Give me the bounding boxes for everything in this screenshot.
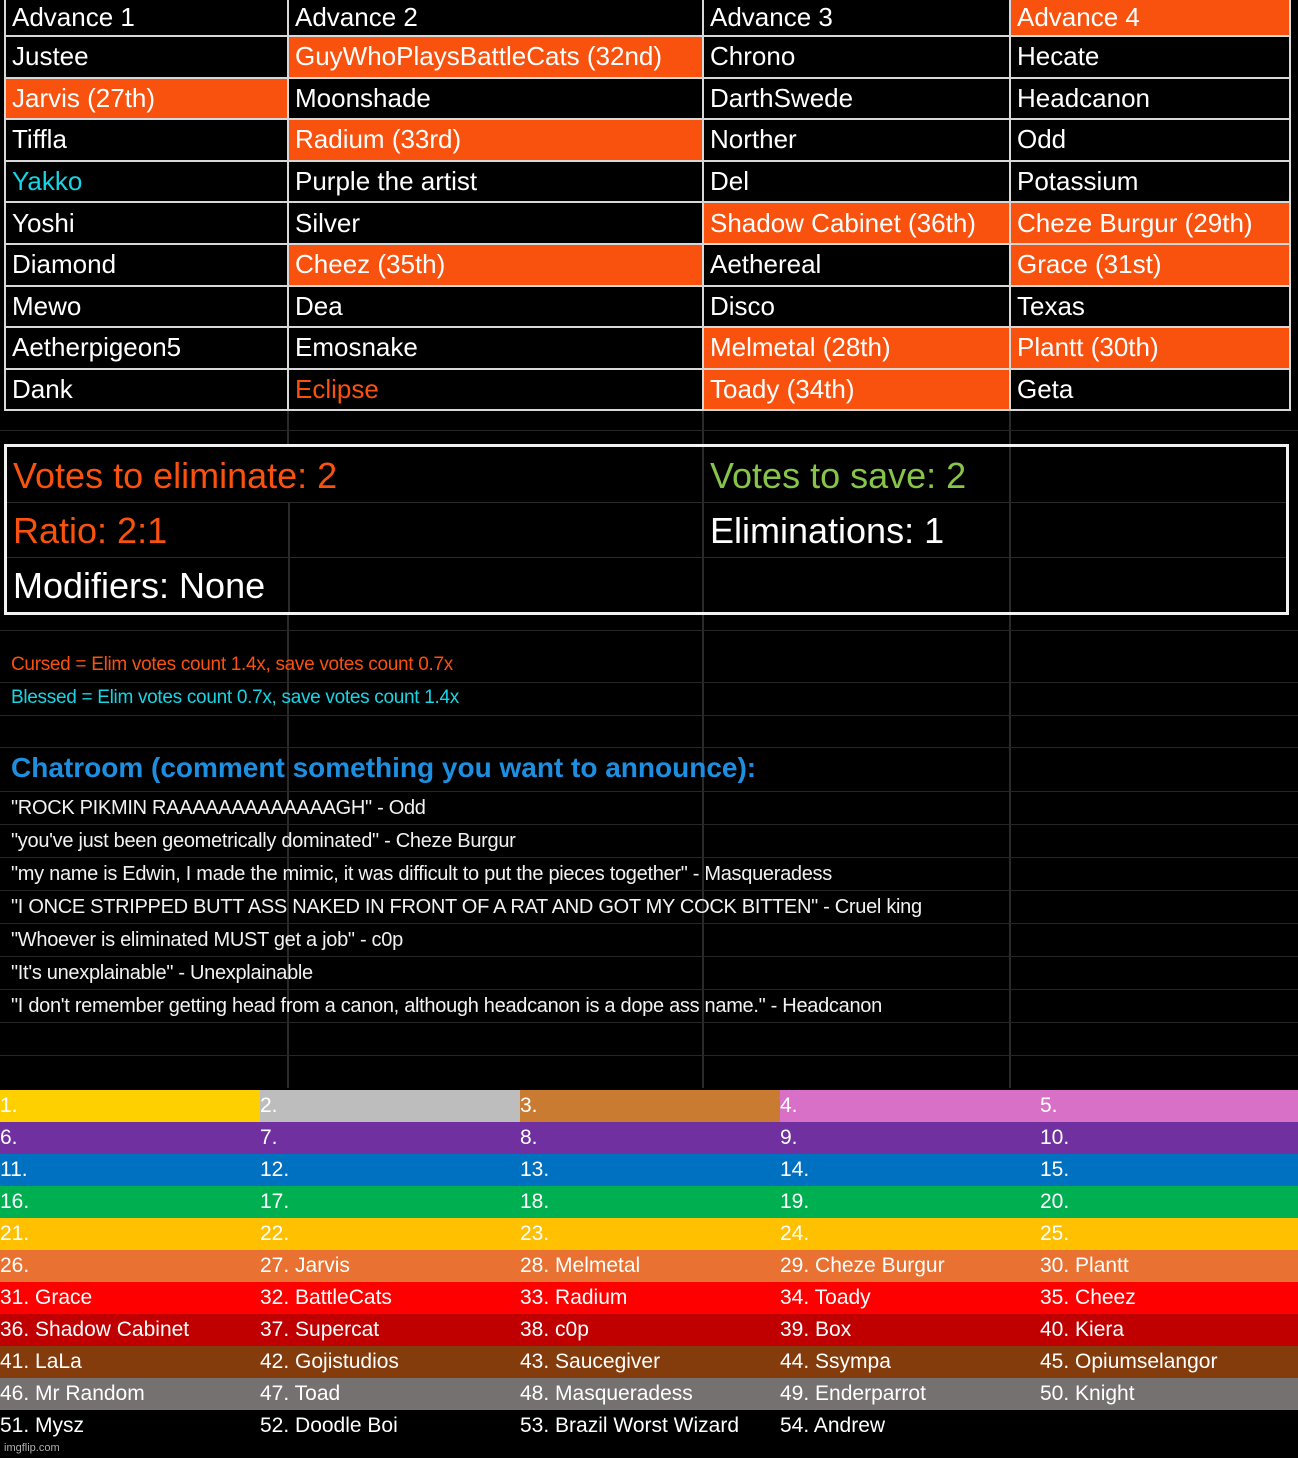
advance-cell[interactable]: Texas xyxy=(1010,286,1290,328)
eliminations-label: Eliminations: 1 xyxy=(710,510,945,551)
advance-cell[interactable]: Yoshi xyxy=(5,202,288,244)
grid-line xyxy=(0,715,1298,716)
rank-cell: 39. Box xyxy=(780,1318,852,1341)
rank-cell: 52. Doodle Boi xyxy=(260,1414,398,1437)
advance-cell[interactable]: Moonshade xyxy=(288,78,703,120)
advance-cell[interactable]: GuyWhoPlaysBattleCats (32nd) xyxy=(288,36,703,78)
advance-cell[interactable]: Cheze Burgur (29th) xyxy=(1010,202,1290,244)
rank-cell: 3. xyxy=(520,1090,780,1122)
rank-row xyxy=(0,1186,1298,1218)
rank-cell: 31. Grace xyxy=(0,1286,93,1309)
grid-line xyxy=(0,630,1298,631)
rank-cell: 16. xyxy=(0,1190,30,1213)
rank-cell: 28. Melmetal xyxy=(520,1254,641,1277)
grid-line xyxy=(0,956,1298,957)
rank-cell: 21. xyxy=(0,1222,30,1245)
rank-cell: 12. xyxy=(260,1158,290,1181)
rank-cell: 5. xyxy=(1040,1090,1298,1122)
cell-divider xyxy=(7,502,1286,503)
advance-cell[interactable]: Potassium xyxy=(1010,161,1290,203)
advance-cell[interactable]: Plantt (30th) xyxy=(1010,327,1290,369)
rank-cell: 37. Supercat xyxy=(260,1318,380,1341)
rank-cell: 49. Enderparrot xyxy=(780,1382,926,1405)
chat-message: "my name is Edwin, I made the mimic, it was difficult to put the pieces together" - Masqueradess xyxy=(11,863,832,885)
rank-row xyxy=(0,1282,1298,1314)
cell-divider xyxy=(1009,447,1011,612)
advance-cell[interactable]: Dea xyxy=(288,286,703,328)
grid-line xyxy=(0,890,1298,891)
modifiers-label: Modifiers: None xyxy=(13,565,266,606)
chat-message: "I don't remember getting head from a canon, although headcanon is a dope ass name." - Headcanon xyxy=(11,995,882,1017)
rank-cell: 47. Toad xyxy=(260,1382,341,1405)
advance-cell[interactable]: Justee xyxy=(5,36,288,78)
rank-cell: 38. c0p xyxy=(520,1318,589,1341)
advance-row xyxy=(5,36,1290,78)
advance-cell[interactable]: Tiffla xyxy=(5,119,288,161)
rank-cell: 53. Brazil Worst Wizard xyxy=(520,1414,739,1437)
advance-row xyxy=(5,78,1290,120)
rank-row xyxy=(0,1122,1298,1154)
rank-cell: 36. Shadow Cabinet xyxy=(0,1318,190,1341)
advance-cell[interactable]: Disco xyxy=(703,286,1010,328)
cell-divider xyxy=(7,557,1286,558)
rank-row xyxy=(0,1378,1298,1410)
rank-cell: 15. xyxy=(1040,1158,1070,1181)
advance-cell[interactable]: Emosnake xyxy=(288,327,703,369)
rank-cell: 35. Cheez xyxy=(1040,1286,1136,1309)
rank-cell: 4. xyxy=(780,1090,1040,1122)
votes-to-save: Votes to save: 2 xyxy=(710,455,967,496)
rank-cell: 17. xyxy=(260,1190,290,1213)
rank-cell: 32. BattleCats xyxy=(260,1286,392,1309)
rank-cell: 7. xyxy=(260,1126,278,1149)
chat-message: "you've just been geometrically dominated" - Cheze Burgur xyxy=(11,830,516,852)
rank-cell: 40. Kiera xyxy=(1040,1318,1125,1341)
advance-cell[interactable]: Del xyxy=(703,161,1010,203)
grid-line xyxy=(0,430,1298,431)
cursed-legend: Cursed = Elim votes count 1.4x, save votes count 0.7x xyxy=(11,654,453,675)
rank-row xyxy=(0,1346,1298,1378)
rank-cell: 51. Mysz xyxy=(0,1414,85,1437)
advance-cell[interactable]: Silver xyxy=(288,202,703,244)
rank-cell: 8. xyxy=(520,1126,538,1149)
rank-cell: 6. xyxy=(0,1126,18,1149)
rank-cell: 50. Knight xyxy=(1040,1382,1135,1405)
advance-cell[interactable]: Shadow Cabinet (36th) xyxy=(703,202,1010,244)
blessed-legend: Blessed = Elim votes count 0.7x, save votes count 1.4x xyxy=(11,687,459,708)
grid-line xyxy=(0,682,1298,683)
grid-line xyxy=(0,923,1298,924)
grid-line xyxy=(0,791,1298,792)
rank-cell: 10. xyxy=(1040,1126,1070,1149)
advance-cell[interactable]: Aethereal xyxy=(703,244,1010,286)
grid-line xyxy=(0,857,1298,858)
advance-cell[interactable]: Hecate xyxy=(1010,36,1290,78)
advance-cell[interactable]: Grace (31st) xyxy=(1010,244,1290,286)
advance-row xyxy=(5,202,1290,244)
grid-line xyxy=(0,824,1298,825)
chat-message: "It's unexplainable" - Unexplainable xyxy=(11,962,313,984)
rank-cell: 1. xyxy=(0,1090,260,1122)
rank-cell: 14. xyxy=(780,1158,810,1181)
advance-cell[interactable]: Odd xyxy=(1010,119,1290,161)
rank-cell: 27. Jarvis xyxy=(260,1254,350,1277)
rank-cell: 23. xyxy=(520,1222,550,1245)
rank-cell: 26. xyxy=(0,1254,30,1277)
rank-cell: 46. Mr Random xyxy=(0,1382,145,1405)
rank-cell: 54. Andrew xyxy=(780,1414,886,1437)
chatroom-title: Chatroom (comment something you want to announce): xyxy=(11,752,757,783)
advance-cell[interactable]: Mewo xyxy=(5,286,288,328)
advance-header[interactable]: Advance 4 xyxy=(1010,0,1290,36)
advance-cell[interactable]: Aetherpigeon5 xyxy=(5,327,288,369)
advance-cell[interactable]: Headcanon xyxy=(1010,78,1290,120)
votes-to-eliminate: Votes to eliminate: 2 xyxy=(13,455,338,496)
advance-header[interactable]: Advance 2 xyxy=(288,0,703,36)
advance-cell[interactable]: Jarvis (27th) xyxy=(5,78,288,120)
rank-cell: 48. Masqueradess xyxy=(520,1382,693,1405)
rank-row xyxy=(0,1218,1298,1250)
advance-row xyxy=(5,244,1290,286)
ratio-label: Ratio: 2:1 xyxy=(13,510,168,551)
advance-cell[interactable]: Geta xyxy=(1010,369,1290,411)
rank-cell: 34. Toady xyxy=(780,1286,871,1309)
advance-cell[interactable]: Toady (34th) xyxy=(703,369,1010,411)
advance-header[interactable]: Advance 3 xyxy=(703,0,1010,36)
rank-cell: 45. Opiumselangor xyxy=(1040,1350,1218,1373)
rank-cell: 41. LaLa xyxy=(0,1350,82,1373)
advance-header[interactable]: Advance 1 xyxy=(5,0,288,36)
rank-row xyxy=(0,1314,1298,1346)
rank-cell: 18. xyxy=(520,1190,550,1213)
advance-cell[interactable]: Dank xyxy=(5,369,288,411)
advance-cell[interactable]: Yakko xyxy=(5,161,288,203)
rank-cell: 42. Gojistudios xyxy=(260,1350,399,1373)
advance-row xyxy=(5,161,1290,203)
advance-cell[interactable]: Cheez (35th) xyxy=(288,244,703,286)
watermark: imgflip.com xyxy=(4,1442,60,1454)
rank-cell: 43. Saucegiver xyxy=(520,1350,661,1373)
advance-header-row xyxy=(5,0,1290,36)
rank-cell: 11. xyxy=(0,1158,28,1181)
rank-row xyxy=(0,1410,1298,1442)
votes-panel xyxy=(4,444,1289,615)
rankings-table xyxy=(0,1090,1298,1442)
advance-cell[interactable]: Norther xyxy=(703,119,1010,161)
grid-line xyxy=(0,1055,1298,1056)
rank-row xyxy=(0,1250,1298,1282)
rank-row xyxy=(0,1154,1298,1186)
advance-row xyxy=(5,119,1290,161)
rank-cell: 22. xyxy=(260,1222,290,1245)
cell-divider xyxy=(702,447,704,612)
advance-cell[interactable]: Radium (33rd) xyxy=(288,119,703,161)
advance-row xyxy=(5,369,1290,411)
chat-message: "I ONCE STRIPPED BUTT ASS NAKED IN FRONT OF A RAT AND GOT MY COCK BITTEN" - Cruel king xyxy=(11,896,922,918)
advance-cell[interactable]: Purple the artist xyxy=(288,161,703,203)
advance-cell[interactable]: Eclipse xyxy=(288,369,703,411)
rank-cell: 20. xyxy=(1040,1190,1070,1213)
advance-cell[interactable]: DarthSwede xyxy=(703,78,1010,120)
rank-cell: 24. xyxy=(780,1222,810,1245)
advance-row xyxy=(5,286,1290,328)
rank-cell: 9. xyxy=(780,1126,798,1149)
rank-cell: 30. Plantt xyxy=(1040,1254,1129,1277)
rank-cell xyxy=(1040,1410,1298,1442)
rank-cell: 33. Radium xyxy=(520,1286,628,1309)
advance-row xyxy=(5,327,1290,369)
rank-cell: 29. Cheze Burgur xyxy=(780,1254,945,1277)
advance-table xyxy=(4,0,1291,411)
grid-line xyxy=(0,1022,1298,1023)
chat-message: "ROCK PIKMIN RAAAAAAAAAAAAAGH" - Odd xyxy=(11,797,426,819)
rank-cell: 2. xyxy=(260,1090,520,1122)
chat-message: "Whoever is eliminated MUST get a job" - c0p xyxy=(11,929,403,951)
rank-cell: 25. xyxy=(1040,1222,1070,1245)
advance-cell[interactable]: Melmetal (28th) xyxy=(703,327,1010,369)
rank-cell: 13. xyxy=(520,1158,550,1181)
grid-line xyxy=(0,747,1298,748)
rank-cell: 19. xyxy=(780,1190,810,1213)
rank-cell: 44. Ssympa xyxy=(780,1350,891,1373)
grid-line xyxy=(0,989,1298,990)
advance-cell[interactable]: Chrono xyxy=(703,36,1010,78)
rank-row xyxy=(0,1090,1298,1122)
advance-cell[interactable]: Diamond xyxy=(5,244,288,286)
